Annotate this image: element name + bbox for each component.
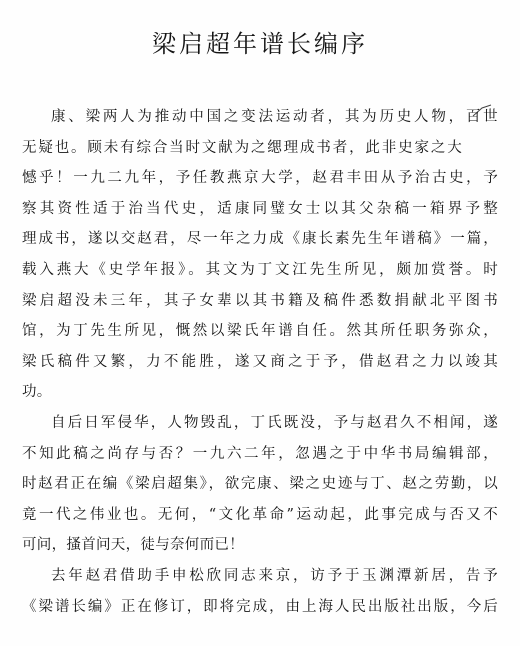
text-line: 去年赵君借助手申松欣同志来京，访予于玉渊潭新居，告予 xyxy=(51,567,498,584)
text-line: 梁启超没未三年，其子女辈以其书籍及稿件悉数捐献北平图书 xyxy=(22,292,498,309)
text-line: 馆，为丁先生所见，慨然以梁氏年谱自任。然其所任职务弥众， xyxy=(22,323,498,340)
text-line: 载入燕大《史学年报》。其文为丁文江先生所见，颇加赏誉。时 xyxy=(22,261,498,278)
text-line: 不知此稿之尚存与否？一九六二年，忽遇之于中华书局编辑部， xyxy=(22,445,498,462)
text-line: 无疑也。顾未有综合当时文献为之缌理成书者，此非史家之大 xyxy=(22,139,462,156)
text-line: 理成书，遂以交赵君，尽一年之力成《康长素先生年谱稿》一篇， xyxy=(22,231,498,248)
text-line: 憾乎！一九二九年，予任教燕京大学，赵君丰田从予治古史，予 xyxy=(22,170,498,187)
text-line: 梁氏稿件又繁，力不能胜，遂又商之于予，借赵君之力以竣其 xyxy=(22,353,498,370)
page-title: 梁启超年谱长编序 xyxy=(152,30,368,58)
text-line: 时赵君正在编《梁启超集》，欲完康、梁之史迹与丁、赵之劳勤，以 xyxy=(22,476,498,493)
text-line: 康、梁两人为推动中国之变法运动者，其为历史人物，百世 xyxy=(51,109,498,125)
text-line: 自后日军侵华，人物毁乱，丁氏既没，予与赵君久不相闻，遂 xyxy=(51,414,498,431)
text-line: 《梁谱长编》正在修订，即将完成，由上海人民出版社出版，今后 xyxy=(22,598,498,615)
text-line: 竟一代之伟业也。无何，“文化革命”运动起，此事完成与否又不 xyxy=(22,506,498,523)
text-line: 功。 xyxy=(22,384,52,401)
text-line: 可问，搔首问天，徒与奈何而已！ xyxy=(22,537,244,554)
body-text xyxy=(22,102,498,622)
text-line: 察其资性适于治当代史，适康同璧女士以其父杂稿一箱界予整 xyxy=(22,200,498,217)
